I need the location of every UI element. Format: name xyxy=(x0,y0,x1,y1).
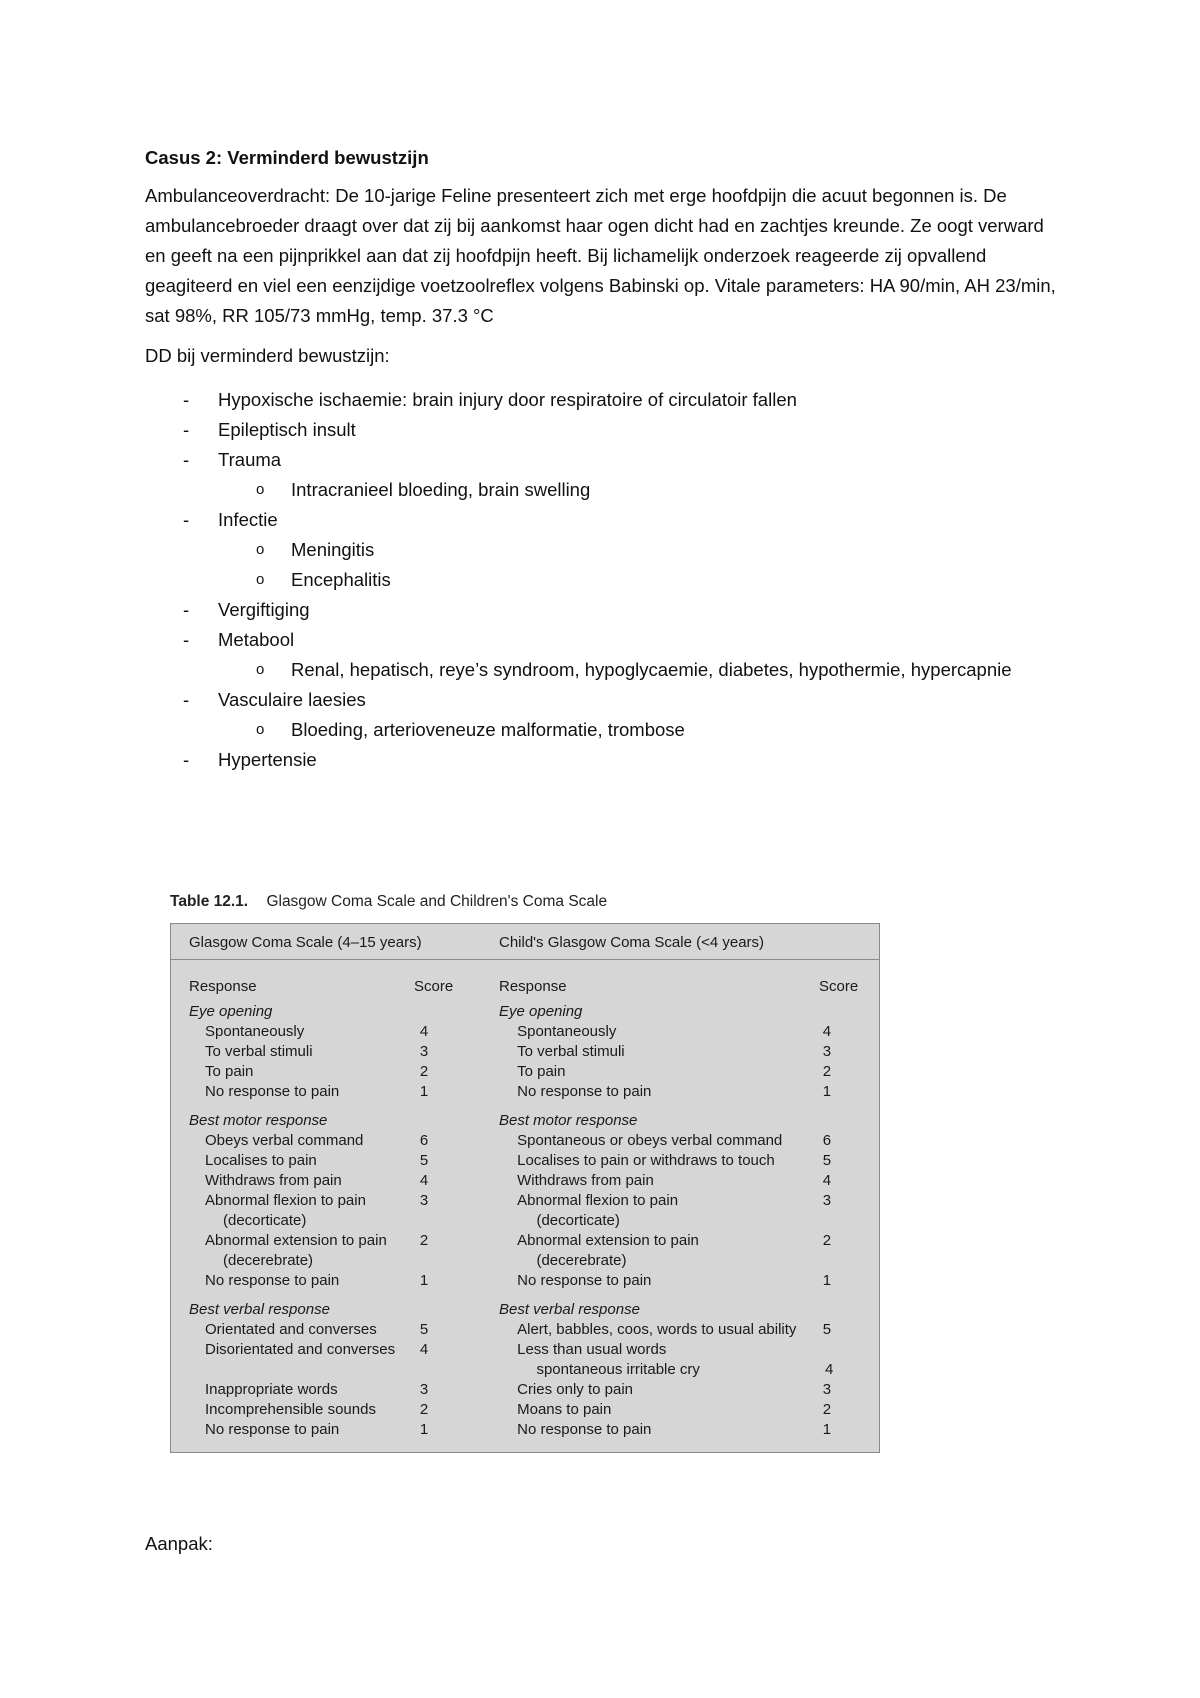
left-response: Spontaneously xyxy=(205,1023,305,1040)
left-response: No response to pain xyxy=(205,1272,340,1289)
dd-subitem-text: Intracranieel bloeding, brain swelling xyxy=(291,479,591,500)
dd-heading: DD bij verminderd bewustzijn: xyxy=(145,345,390,366)
case-paragraph: Ambulanceoverdracht: De 10-jarige Feline presenteert zich met erge hoofdpijn die acuut begonnen is. De ambulancebroeder draagt over dat zij bij aankomst haar ogen dicht had en zachtjes kreunde. Ze oogt verward en geeft na een pijnprikkel aan dat zij hoofdpijn heeft. Bij lichamelijk onderzoek reageerde zij opvallend geagiteerd en viel een eenzijdige voetzoolreflex volgens Babinski op. Vitale parameters: HA 90/min, AH 23/min, sat 98%, RR 105/73 mmHg, temp. 37.3 °C xyxy=(145,185,1056,326)
dd-sublist xyxy=(218,655,1065,685)
right-score: 1 xyxy=(822,1083,832,1100)
dd-item-text: Vasculaire laesies xyxy=(218,689,366,710)
right-score: 6 xyxy=(822,1132,832,1149)
left-score: 6 xyxy=(419,1132,429,1149)
table-header xyxy=(171,924,879,960)
bullet-dash: - xyxy=(183,749,190,770)
bullet-circle: o xyxy=(256,541,265,558)
dd-sublist-item xyxy=(218,535,1065,565)
right-response: Less than usual words xyxy=(517,1341,667,1358)
right-score: 3 xyxy=(822,1192,832,1209)
left-score xyxy=(426,1211,503,1231)
dd-subitem-text: Encephalitis xyxy=(291,569,391,590)
bullet-dash: - xyxy=(183,419,190,440)
right-score xyxy=(825,1251,861,1271)
table-row xyxy=(189,1062,861,1082)
table-row xyxy=(189,1042,861,1062)
right-score: 2 xyxy=(822,1401,832,1418)
left-response: Incomprehensible sounds xyxy=(205,1401,376,1418)
right-score xyxy=(823,1340,861,1360)
right-response: Cries only to pain xyxy=(517,1381,634,1398)
right-score: 5 xyxy=(822,1321,832,1338)
right-scale-header: Child's Glasgow Coma Scale (<4 years) xyxy=(499,934,765,951)
right-response: Abnormal flexion to pain xyxy=(517,1192,679,1209)
left-score xyxy=(426,1251,503,1271)
dd-sublist xyxy=(218,715,1065,745)
right-section-title: Best motor response xyxy=(499,1112,638,1129)
gcs-table-figure xyxy=(170,893,880,1453)
dd-list-item xyxy=(145,505,1065,595)
table-row xyxy=(189,1131,861,1151)
left-score: 3 xyxy=(419,1043,429,1060)
left-score: 2 xyxy=(419,1063,429,1080)
left-response: Orientated and converses xyxy=(205,1321,377,1338)
table-caption xyxy=(170,893,880,911)
document-body xyxy=(145,143,1065,775)
right-response: Spontaneous or obeys verbal command xyxy=(517,1132,783,1149)
dd-item-text: Metabool xyxy=(218,629,295,650)
table-row xyxy=(189,1360,861,1380)
right-score: 2 xyxy=(822,1232,832,1249)
table-row xyxy=(189,1380,861,1400)
bullet-dash: - xyxy=(183,509,190,530)
dd-list-item xyxy=(145,385,1065,415)
col-score-right: Score xyxy=(819,977,859,995)
left-score: 5 xyxy=(419,1321,429,1338)
gcs-table xyxy=(170,923,880,1453)
left-response: Inappropriate words xyxy=(205,1381,338,1398)
right-score: 3 xyxy=(822,1381,832,1398)
dd-sublist-item xyxy=(218,475,1065,505)
left-response: Localises to pain xyxy=(205,1152,317,1169)
right-score: 3 xyxy=(822,1043,832,1060)
table-row xyxy=(189,1211,861,1231)
bullet-dash: - xyxy=(183,449,190,470)
left-response: No response to pain xyxy=(205,1421,340,1438)
left-response: No response to pain xyxy=(205,1083,340,1100)
left-response: To pain xyxy=(205,1063,254,1080)
bullet-dash: - xyxy=(183,629,190,650)
dd-list xyxy=(145,385,1065,775)
table-row xyxy=(189,1151,861,1171)
right-section-score-empty xyxy=(819,1300,859,1320)
left-score: 1 xyxy=(419,1272,429,1289)
aanpak-label: Aanpak: xyxy=(145,1533,213,1554)
dd-item-text: Trauma xyxy=(218,449,282,470)
table-row xyxy=(189,1231,861,1251)
col-response-right: Response xyxy=(499,977,567,995)
table-body xyxy=(171,960,879,1452)
left-section-title: Best verbal response xyxy=(189,1301,330,1318)
table-row xyxy=(189,1320,861,1340)
left-response: (decerebrate) xyxy=(223,1252,314,1269)
left-response: (decorticate) xyxy=(223,1212,307,1229)
bullet-circle: o xyxy=(256,571,265,588)
right-score: 4 xyxy=(822,1172,832,1189)
left-response: Obeys verbal command xyxy=(205,1132,364,1149)
column-headers xyxy=(189,970,861,1002)
right-response: (decerebrate) xyxy=(536,1252,627,1269)
right-section-score-empty xyxy=(819,1002,859,1022)
left-score: 4 xyxy=(419,1172,429,1189)
dd-sublist xyxy=(218,535,1065,595)
left-response: Disorientated and converses xyxy=(205,1341,396,1358)
left-response: Abnormal extension to pain xyxy=(205,1232,387,1249)
dd-item-text: Epileptisch insult xyxy=(218,419,356,440)
right-section-score-empty xyxy=(819,1111,859,1131)
table-row xyxy=(189,1171,861,1191)
section-title-row xyxy=(189,1300,861,1320)
dd-subitem-text: Renal, hepatisch, reye’s syndroom, hypoglycaemie, diabetes, hypothermie, hypercapnie xyxy=(291,659,1012,680)
dd-subitem-text: Meningitis xyxy=(291,539,375,560)
bullet-circle: o xyxy=(256,721,265,738)
dd-item-text: Vergiftiging xyxy=(218,599,310,620)
left-score: 5 xyxy=(419,1152,429,1169)
right-response: No response to pain xyxy=(517,1083,652,1100)
right-score xyxy=(825,1211,861,1231)
right-score: 5 xyxy=(822,1152,832,1169)
dd-subitem-text: Bloeding, arterioveneuze malformatie, trombose xyxy=(291,719,685,740)
bullet-circle: o xyxy=(256,661,265,678)
left-score: 1 xyxy=(419,1083,429,1100)
left-section-title: Best motor response xyxy=(189,1112,328,1129)
right-response: Alert, babbles, coos, words to usual ability xyxy=(517,1321,797,1338)
table-row xyxy=(189,1191,861,1211)
left-score: 4 xyxy=(419,1341,429,1358)
page-title: Casus 2: Verminderd bewustzijn xyxy=(145,147,429,168)
right-response: (decorticate) xyxy=(536,1212,620,1229)
left-section-title: Eye opening xyxy=(189,1003,273,1020)
left-score: 2 xyxy=(419,1401,429,1418)
section-gap xyxy=(189,1102,861,1111)
right-response: spontaneous irritable cry xyxy=(536,1361,700,1378)
right-response: Abnormal extension to pain xyxy=(517,1232,699,1249)
dd-list-item xyxy=(145,445,1065,505)
right-response: Localises to pain or withdraws to touch xyxy=(517,1152,775,1169)
dd-sublist-item xyxy=(218,565,1065,595)
right-section-title: Eye opening xyxy=(499,1003,583,1020)
right-response: To pain xyxy=(517,1063,566,1080)
left-response: To verbal stimuli xyxy=(205,1043,313,1060)
dd-list-item xyxy=(145,685,1065,745)
dd-list-item xyxy=(145,595,1065,625)
table-row xyxy=(189,1420,861,1440)
table-row xyxy=(189,1251,861,1271)
dd-item-text: Hypertensie xyxy=(218,749,317,770)
dd-list-item xyxy=(145,745,1065,775)
left-score xyxy=(426,1360,503,1380)
table-row xyxy=(189,1271,861,1291)
right-response: To verbal stimuli xyxy=(517,1043,625,1060)
bullet-dash: - xyxy=(183,389,190,410)
col-score-left: Score xyxy=(414,977,454,995)
col-response-left: Response xyxy=(189,977,257,995)
left-section-score-empty xyxy=(414,1111,499,1131)
right-response: Withdraws from pain xyxy=(517,1172,654,1189)
right-score: 1 xyxy=(822,1421,832,1438)
right-response: Moans to pain xyxy=(517,1401,612,1418)
section-title-row xyxy=(189,1111,861,1131)
bullet-circle: o xyxy=(256,481,265,498)
right-score: 2 xyxy=(822,1063,832,1080)
left-score: 1 xyxy=(419,1421,429,1438)
left-score: 2 xyxy=(419,1232,429,1249)
left-score: 3 xyxy=(419,1381,429,1398)
table-row xyxy=(189,1082,861,1102)
table-caption-number: Table 12.1. xyxy=(170,893,249,910)
left-response: Withdraws from pain xyxy=(205,1172,342,1189)
dd-sublist-item xyxy=(218,655,1065,685)
section-title-row xyxy=(189,1002,861,1022)
right-response: No response to pain xyxy=(517,1421,652,1438)
left-score: 4 xyxy=(419,1023,429,1040)
dd-list-item xyxy=(145,625,1065,685)
bullet-dash: - xyxy=(183,689,190,710)
right-response: No response to pain xyxy=(517,1272,652,1289)
right-score: 4 xyxy=(822,1023,832,1040)
left-response xyxy=(189,1360,426,1380)
bullet-dash: - xyxy=(183,599,190,620)
dd-item-text: Hypoxische ischaemie: brain injury door respiratoire of circulatoir fallen xyxy=(218,389,797,410)
dd-sublist-item xyxy=(218,715,1065,745)
table-row xyxy=(189,1400,861,1420)
dd-item-text: Infectie xyxy=(218,509,278,530)
section-gap xyxy=(189,1291,861,1300)
right-score: 4 xyxy=(824,1361,834,1378)
left-response: Abnormal flexion to pain xyxy=(205,1192,366,1209)
table-row xyxy=(189,1340,861,1360)
left-score: 3 xyxy=(419,1192,429,1209)
left-section-score-empty xyxy=(414,1002,499,1022)
dd-list-item xyxy=(145,415,1065,445)
right-score: 1 xyxy=(822,1272,832,1289)
table-caption-title: Glasgow Coma Scale and Children's Coma Scale xyxy=(266,893,608,910)
right-response: Spontaneously xyxy=(517,1023,617,1040)
right-section-title: Best verbal response xyxy=(499,1301,640,1318)
left-scale-header: Glasgow Coma Scale (4–15 years) xyxy=(189,934,422,951)
table-row xyxy=(189,1022,861,1042)
left-section-score-empty xyxy=(414,1300,499,1320)
dd-sublist xyxy=(218,475,1065,505)
